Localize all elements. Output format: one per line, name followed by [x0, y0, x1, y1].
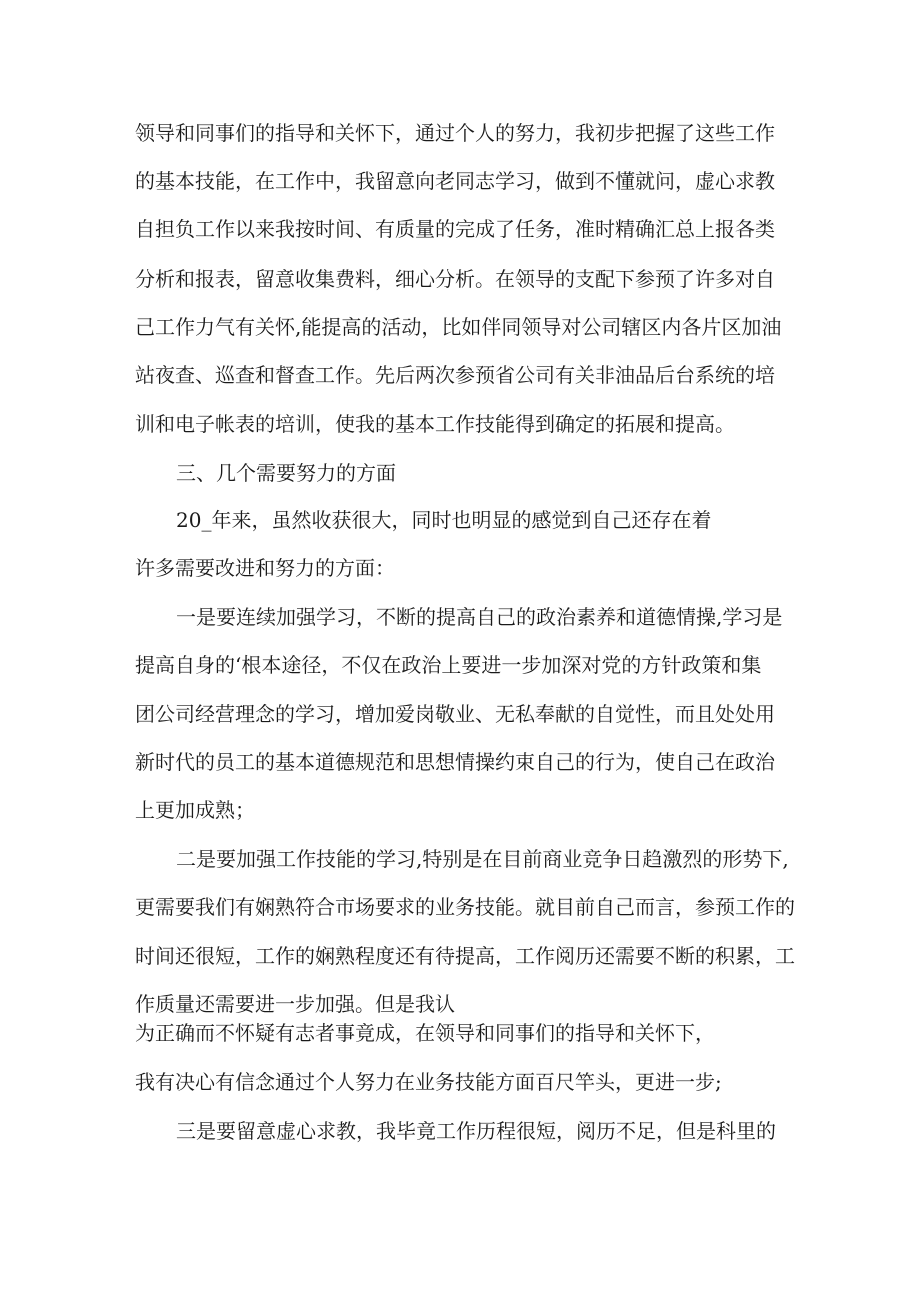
text-line: 己工作力气有关怀,能提高的活动，比如伴同领导对公司辖区内各片区加油 — [135, 315, 782, 339]
text-line: 时间还很短，工作的娴熟程度还有待提高，工作阅历还需要不断的积累，工 — [135, 944, 795, 968]
text-line: 许多需要改进和努力的方面： — [135, 556, 395, 580]
text-line: 作质量还需要进一步加强。但是我认 — [135, 992, 455, 1016]
text-line: 自担负工作以来我按时间、有质量的完成了任务，准时精确汇总上报各类 — [135, 217, 775, 241]
text-line: 一是要连续加强学习，不断的提高自己的政治素养和道德情操,学习是 — [176, 605, 783, 629]
text-line: 的基本技能，在工作中，我留意向老同志学习，做到不懂就问，虚心求教 — [135, 169, 775, 193]
text-line: 分析和报表，留意收集费料，细心分析。在领导的支配下参预了许多对自 — [135, 267, 775, 291]
text-line: 新时代的员工的基本道德规范和思想情操约束自己的行为，使自己在政治 — [135, 750, 775, 774]
text-line: 领导和同事们的指导和关怀下，通过个人的努力，我初步把握了这些工作 — [135, 121, 775, 145]
text-line: 更需要我们有娴熟符合市场要求的业务技能。就目前自己而言，参预工作的 — [135, 895, 795, 919]
text-line: 为正确而不怀疑有志者事竟成，在领导和同事们的指导和关怀下， — [135, 1021, 715, 1045]
text-line: 上更加成熟； — [135, 798, 255, 822]
text-line: 提高自身的‘根本途径，不仅在政治上要进一步加深对党的方针政策和集 — [135, 653, 762, 677]
section-heading: 三、几个需要努力的方面 — [176, 461, 396, 485]
text-line: 站夜查、巡查和督查工作。先后两次参预省公司有关非油品后台系统的培 — [135, 363, 775, 387]
text-line: 我有决心有信念通过个人努力在业务技能方面百尺竿头，更进一步; — [135, 1070, 722, 1094]
text-line: 二是要加强工作技能的学习,特别是在目前商业竞争日趋激烈的形势下, — [176, 847, 789, 871]
text-line: 三是要留意虚心求教，我毕竟工作历程很短，阅历不足，但是科里的 — [176, 1119, 776, 1143]
text-line: 训和电子帐表的培训，使我的基本工作技能得到确定的拓展和提高。 — [135, 412, 735, 436]
text-line: 20_年来，虽然收获很大，同时也明显的感觉到自己还存在着 — [176, 508, 712, 532]
text-line: 团公司经营理念的学习，增加爱岗敬业、无私奉献的自觉性，而且处处用 — [135, 702, 775, 726]
